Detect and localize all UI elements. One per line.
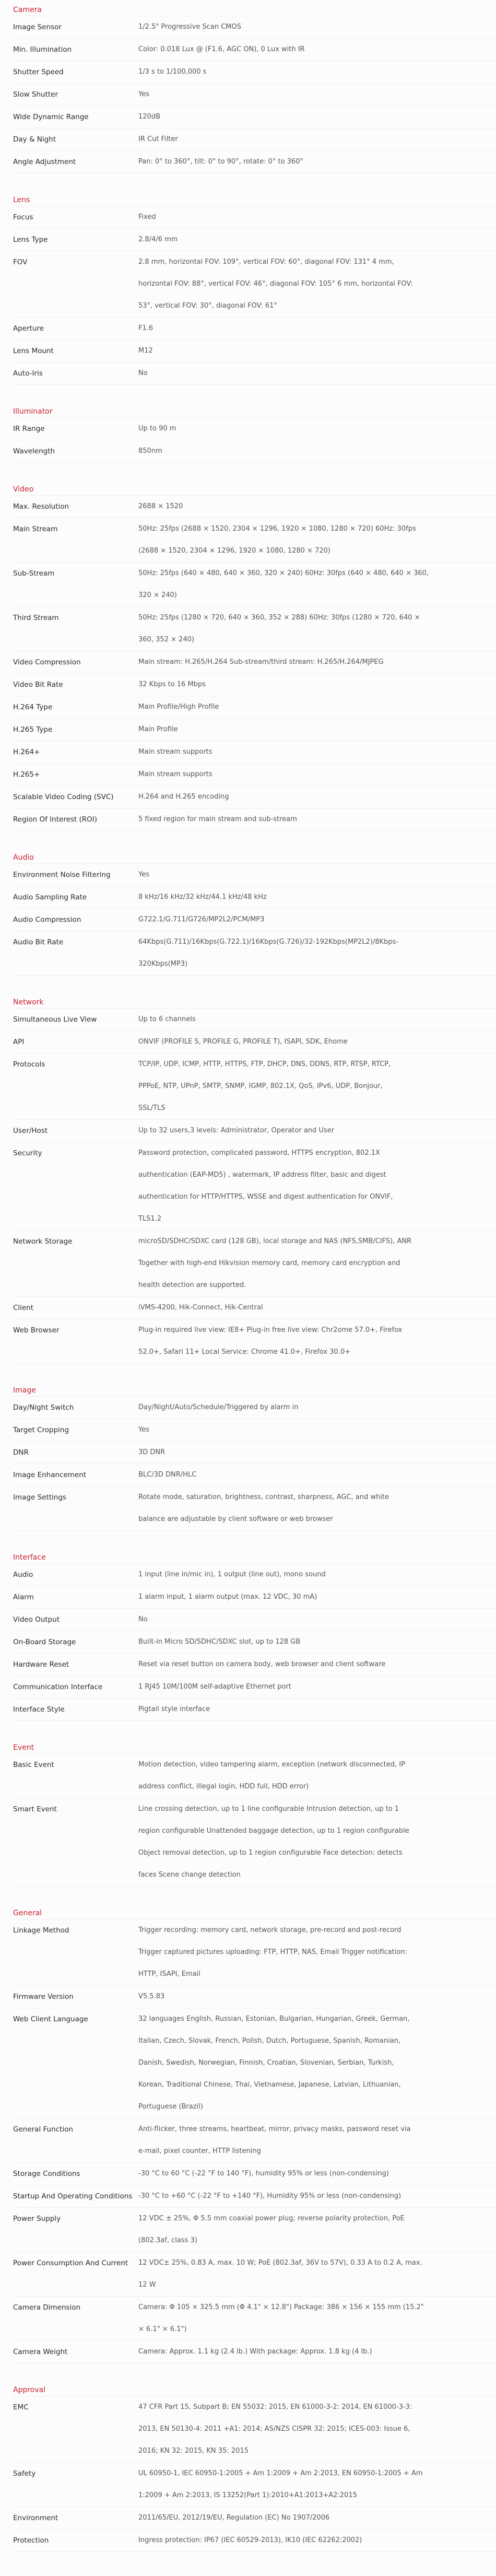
- spec-label: Wide Dynamic Range: [13, 113, 89, 121]
- spec-value: UL 60950-1, IEC 60950-1:2005 + Am 1:2009 + Am 2:2013, EN 60950-1:2005 + Am 1:2009 + Am 2:2013, IS 13252(Part 1):2010+A1:2013+A2:2015: [138, 2469, 423, 2499]
- spec-row: [13, 1631, 496, 1654]
- spec-row: [13, 61, 496, 84]
- spec-value: Built-in Micro SD/SDHC/SDXC slot, up to 128 GB: [138, 1638, 301, 1646]
- spec-row: [13, 1699, 496, 1721]
- spec-row: [13, 2185, 496, 2208]
- spec-row: [13, 2396, 496, 2463]
- spec-label: Aperture: [13, 324, 44, 333]
- spec-label: FOV: [13, 258, 28, 266]
- spec-label: Focus: [13, 213, 33, 221]
- spec-value: ONVIF (PROFILE S, PROFILE G, PROFILE T), ISAPI, SDK, Ehome: [138, 1038, 348, 1046]
- spec-row: [13, 696, 496, 719]
- spec-value: Pan: 0° to 360°, tilt: 0° to 90°, rotate: 0° to 360°: [138, 158, 304, 166]
- spec-label: Environment Noise Filtering: [13, 871, 111, 879]
- spec-value: Fixed: [138, 213, 156, 221]
- spec-value: 2.8/4/6 mm: [138, 236, 178, 243]
- spec-row: [13, 1986, 496, 2008]
- spec-row: [13, 496, 496, 518]
- spec-label: H.265+: [13, 770, 40, 779]
- spec-row: [13, 607, 496, 651]
- spec-label: Camera Weight: [13, 2348, 68, 2356]
- spec-value: IR Cut Filter: [138, 135, 178, 143]
- spec-label: Audio Compression: [13, 916, 81, 924]
- spec-row: [13, 1297, 496, 1319]
- spec-row: [13, 418, 496, 440]
- spec-label: Basic Event: [13, 1761, 54, 1769]
- section-title: Video: [13, 484, 496, 496]
- spec-rows: [13, 2396, 496, 2552]
- spec-row: [13, 1586, 496, 1609]
- spec-row: [13, 1053, 496, 1120]
- spec-rows: [13, 1754, 496, 1887]
- spec-value: 5 fixed region for main stream and sub-stream: [138, 815, 297, 823]
- spec-row: [13, 2208, 496, 2252]
- section-title: Illuminator: [13, 406, 496, 418]
- spec-label: Target Cropping: [13, 1426, 69, 1434]
- spec-label: On-Board Storage: [13, 1638, 76, 1646]
- spec-value: 850nm: [138, 447, 162, 455]
- spec-label: Video Compression: [13, 658, 81, 666]
- spec-row: [13, 2008, 496, 2118]
- spec-label: Storage Conditions: [13, 2170, 80, 2178]
- spec-label: Max. Resolution: [13, 502, 69, 511]
- section-title: Image: [13, 1385, 496, 1397]
- spec-rows: [13, 206, 496, 385]
- spec-row: [13, 909, 496, 931]
- spec-value: 50Hz: 25fps (640 × 480, 640 × 360, 320 × 240) 60Hz: 30fps (640 × 480, 640 × 360, 320 × 240): [138, 569, 429, 599]
- spec-label: Smart Event: [13, 1805, 57, 1813]
- spec-value: 8 kHz/16 kHz/32 kHz/44.1 kHz/48 kHz: [138, 893, 267, 901]
- spec-label: Web Browser: [13, 1326, 60, 1334]
- spec-row: [13, 84, 496, 106]
- spec-value: 2011/65/EU, 2012/19/EU, Regulation (EC) No 1907/2006: [138, 2514, 330, 2522]
- spec-label: EMC: [13, 2403, 29, 2411]
- section-title: Audio: [13, 852, 496, 864]
- spec-value: Up to 90 m: [138, 425, 176, 432]
- spec-row: [13, 2118, 496, 2163]
- spec-value: -30 °C to 60 °C (-22 °F to 140 °F), humidity 95% or less (non-condensing): [138, 2170, 389, 2177]
- spec-value: Yes: [138, 1426, 149, 1434]
- spec-value: 32 Kbps to 16 Mbps: [138, 681, 206, 688]
- spec-row: [13, 2530, 496, 2552]
- spec-value: 64Kbps(G.711)/16Kbps(G.722.1)/16Kbps(G.726)/32-192Kbps(MP2L2)/8Kbps- 320Kbps(MP3): [138, 938, 399, 968]
- spec-value: 1 RJ45 10M/100M self-adaptive Ethernet port: [138, 1683, 291, 1691]
- spec-value: Rotate mode, saturation, brightness, contrast, sharpness, AGC, and white balance are adjustable by client software or web browser: [138, 1493, 389, 1523]
- spec-label: H.264 Type: [13, 703, 53, 711]
- spec-label: Environment: [13, 2514, 58, 2522]
- spec-row: [13, 1419, 496, 1442]
- spec-row: [13, 1442, 496, 1464]
- spec-value: Camera: Approx. 1.1 kg (2.4 lb.) With package: Approx. 1.8 kg (4 lb.): [138, 2348, 372, 2356]
- spec-value: 1 input (line in/mic in), 1 output (line out), mono sound: [138, 1571, 326, 1578]
- spec-value: Yes: [138, 871, 149, 879]
- spec-label: Client: [13, 1304, 34, 1312]
- spec-row: [13, 318, 496, 340]
- spec-label: User/Host: [13, 1127, 48, 1135]
- spec-label: Sub-Stream: [13, 569, 55, 578]
- spec-value: Color: 0.018 Lux @ (F1.6, AGC ON), 0 Lux with IR: [138, 45, 305, 53]
- spec-label: Firmware Version: [13, 1993, 74, 2001]
- spec-label: Wavelength: [13, 447, 55, 455]
- spec-value: 12 VDC ± 25%, Φ 5.5 mm coaxial power plug; reverse polarity protection, PoE (802.3af, class 3): [138, 2215, 405, 2244]
- spec-row: [13, 1754, 496, 1798]
- spec-row: [13, 864, 496, 886]
- spec-row: [13, 674, 496, 696]
- spec-row: [13, 2297, 496, 2341]
- spec-value: 2688 × 1520: [138, 502, 183, 510]
- spec-row: [13, 2507, 496, 2530]
- spec-value: 1/3 s to 1/100,000 s: [138, 68, 207, 76]
- spec-rows: [13, 16, 496, 173]
- spec-value: Camera: Φ 105 × 325.5 mm (Φ 4.1" × 12.8") Package: 386 × 156 × 155 mm (15.2" × 6.1" × 6.1"): [138, 2303, 424, 2333]
- spec-label: Audio Sampling Rate: [13, 893, 87, 901]
- spec-row: [13, 764, 496, 786]
- spec-label: Security: [13, 1149, 42, 1157]
- spec-row: [13, 931, 496, 976]
- spec-label: Video Output: [13, 1615, 60, 1624]
- spec-row: [13, 440, 496, 463]
- spec-row: [13, 1120, 496, 1142]
- spec-value: iVMS-4200, Hik-Connect, Hik-Central: [138, 1304, 263, 1312]
- spec-row: [13, 1919, 496, 1986]
- spec-value: 1/2.5" Progressive Scan CMOS: [138, 23, 241, 31]
- spec-label: Linkage Method: [13, 1926, 69, 1935]
- spec-row: [13, 741, 496, 764]
- spec-row: [13, 1009, 496, 1031]
- spec-value: Reset via reset button on camera body, web browser and client software: [138, 1660, 386, 1668]
- spec-row: [13, 786, 496, 809]
- spec-label: H.265 Type: [13, 725, 53, 734]
- section-title: Event: [13, 1742, 496, 1754]
- spec-value: Day/Night/Auto/Schedule/Triggered by alarm in: [138, 1403, 299, 1411]
- spec-value: Line crossing detection, up to 1 line configurable Intrusion detection, up to 1 region configurable Unattended baggage detection, up to 1 region configurable Object removal detection, up to 1 region configurable Face detection: detects faces Scene change detection: [138, 1805, 409, 1879]
- spec-value: Pigtail style interface: [138, 1705, 210, 1713]
- spec-value: G722.1/G.711/G726/MP2L2/PCM/MP3: [138, 916, 265, 923]
- spec-row: [13, 2341, 496, 2363]
- spec-section-illuminator: [13, 406, 496, 463]
- spec-section-audio: [13, 852, 496, 976]
- spec-row: [13, 229, 496, 251]
- spec-row: [13, 362, 496, 385]
- spec-row: [13, 2252, 496, 2297]
- spec-label: Scalable Video Coding (SVC): [13, 793, 114, 801]
- spec-value: 47 CFR Part 15, Subpart B; EN 55032: 2015, EN 61000-3-2: 2014, EN 61000-3-3: 2013, EN 50130-4: 2011 +A1: 2014; AS/NZS CISPR 32: 2015; ICES-003: Issue 6, 2016; KN 32: 2015, KN 35: 2015: [138, 2403, 412, 2455]
- spec-value: Main Profile: [138, 725, 178, 733]
- spec-label: Auto-Iris: [13, 369, 43, 378]
- spec-value: 3D DNR: [138, 1448, 166, 1456]
- spec-rows: [13, 1009, 496, 1364]
- spec-label: Camera Dimension: [13, 2303, 81, 2312]
- spec-value: V5.5.83: [138, 1993, 165, 2000]
- spec-rows: [13, 1397, 496, 1531]
- spec-value: 50Hz: 25fps (1280 × 720, 640 × 360, 352 × 288) 60Hz: 30fps (1280 × 720, 640 × 360, 352 × 240): [138, 614, 420, 643]
- spec-row: [13, 1676, 496, 1699]
- spec-label: Network Storage: [13, 1237, 73, 1246]
- spec-label: Main Stream: [13, 525, 58, 533]
- spec-row: [13, 151, 496, 173]
- spec-label: Audio Bit Rate: [13, 938, 64, 946]
- spec-label: Day & Night: [13, 135, 56, 144]
- spec-value: -30 °C to +60 °C (-22 °F to +140 °F), Humidity 95% or less (non-condensing): [138, 2192, 401, 2200]
- section-title: Network: [13, 997, 496, 1009]
- spec-label: Shutter Speed: [13, 68, 64, 76]
- spec-value: M12: [138, 347, 153, 355]
- spec-row: [13, 1319, 496, 1364]
- spec-value: BLC/3D DNR/HLC: [138, 1471, 197, 1479]
- spec-row: [13, 1609, 496, 1631]
- spec-value: 32 languages English, Russian, Estonian, Bulgarian, Hungarian, Greek, German, Italian, Czech, Slovak, French, Polish, Dutch, Portuguese, Spanish, Romanian, Danish, Swedish, Norwegian, Finnish, Croatian, Slovenian, Serbian, Turkish, Korean, Traditional Chinese, Thai, Vietnamese, Japanese, Latvian, Lithuanian, Portuguese (Brazil): [138, 2015, 410, 2111]
- spec-value: microSD/SDHC/SDXC card (128 GB), local storage and NAS (NFS,SMB/CIFS), ANR Together with high-end Hikvision memory card, memory card encryption and health detection are supported.: [138, 1237, 412, 1289]
- spec-row: [13, 518, 496, 563]
- spec-value: Ingress protection: IP67 (IEC 60529-2013), IK10 (IEC 62262:2002): [138, 2536, 362, 2544]
- spec-label: Alarm: [13, 1593, 34, 1601]
- spec-value: Yes: [138, 90, 149, 98]
- spec-section-image: [13, 1385, 496, 1531]
- spec-row: [13, 1798, 496, 1887]
- spec-value: Plug-in required live view: IE8+ Plug-in free live view: Chr2ome 57.0+, Firefox 52.0+, Safari 11+ Local Service: Chrome 41.0+, Firefox 30.0+: [138, 1326, 403, 1356]
- spec-label: Region Of Interest (ROI): [13, 815, 98, 824]
- spec-row: [13, 1231, 496, 1297]
- spec-value: Main stream supports: [138, 770, 212, 778]
- spec-label: Power Supply: [13, 2215, 61, 2223]
- spec-label: Lens Type: [13, 236, 48, 244]
- section-title: Lens: [13, 194, 496, 206]
- spec-label: Audio: [13, 1571, 33, 1579]
- spec-row: [13, 1654, 496, 1676]
- spec-label: API: [13, 1038, 25, 1046]
- spec-label: Power Consumption And Current: [13, 2259, 128, 2267]
- spec-value: Main stream: H.265/H.264 Sub-stream/third stream: H.265/H.264/MJPEG: [138, 658, 384, 666]
- section-title: General: [13, 1907, 496, 1919]
- spec-row: [13, 809, 496, 831]
- spec-section-video: [13, 484, 496, 831]
- spec-row: [13, 1486, 496, 1531]
- spec-rows: [13, 496, 496, 831]
- spec-label: General Function: [13, 2125, 73, 2134]
- spec-value: F1.6: [138, 324, 153, 332]
- spec-label: Image Enhancement: [13, 1471, 87, 1479]
- spec-value: TCP/IP, UDP, ICMP, HTTP, HTTPS, FTP, DHCP, DNS, DDNS, RTP, RTSP, RTCP, PPPoE, NTP, UPnP, SMTP, SNMP, IGMP, 802.1X, QoS, IPv6, UDP, Bonjour, SSL/TLS: [138, 1060, 391, 1112]
- spec-label: Day/Night Switch: [13, 1403, 74, 1412]
- spec-value: Main Profile/High Profile: [138, 703, 219, 711]
- spec-value: H.264 and H.265 encoding: [138, 793, 229, 801]
- spec-label: IR Range: [13, 425, 45, 433]
- spec-value: Trigger recording: memory card, network storage, pre-record and post-record Trigger captured pictures uploading: FTP, HTTP, NAS, Email Trigger notification: HTTP, ISAPI, Email: [138, 1926, 407, 1978]
- spec-value: Anti-flicker, three streams, heartbeat, mirror, privacy masks, password reset via e-mail, pixel counter, HTTP listening: [138, 2125, 411, 2155]
- spec-rows: [13, 864, 496, 976]
- spec-label: Web Client Language: [13, 2015, 88, 2023]
- spec-row: [13, 16, 496, 39]
- spec-value: Up to 32 users,3 levels: Administrator, Operator and User: [138, 1127, 335, 1134]
- section-title: Interface: [13, 1552, 496, 1564]
- spec-row: [13, 1031, 496, 1053]
- spec-value: Main stream supports: [138, 748, 212, 756]
- spec-row: [13, 251, 496, 318]
- spec-label: Angle Adjustment: [13, 158, 76, 166]
- spec-row: [13, 1564, 496, 1586]
- spec-rows: [13, 1564, 496, 1721]
- spec-value: Motion detection, video tampering alarm, exception (network disconnected, IP address conflict, illegal login, HDD full, HDD error): [138, 1761, 405, 1790]
- spec-row: [13, 1464, 496, 1486]
- spec-row: [13, 651, 496, 674]
- spec-row: [13, 39, 496, 61]
- spec-value: Up to 6 channels: [138, 1015, 196, 1023]
- spec-row: [13, 340, 496, 362]
- spec-value: 120dB: [138, 113, 160, 121]
- spec-label: Lens Mount: [13, 347, 54, 355]
- spec-row: [13, 2163, 496, 2185]
- spec-label: Protection: [13, 2536, 49, 2545]
- spec-label: Interface Style: [13, 1705, 65, 1714]
- spec-value: 1 alarm input, 1 alarm output (max. 12 VDC, 30 mA): [138, 1593, 317, 1601]
- spec-rows: [13, 418, 496, 463]
- spec-value: No: [138, 369, 148, 377]
- spec-row: [13, 563, 496, 607]
- spec-section-event: [13, 1742, 496, 1887]
- spec-row: [13, 128, 496, 151]
- spec-section-lens: [13, 194, 496, 385]
- section-title: Approval: [13, 2384, 496, 2396]
- spec-row: [13, 206, 496, 229]
- spec-label: Startup And Operating Conditions: [13, 2192, 133, 2200]
- spec-value: No: [138, 1615, 148, 1623]
- spec-label: Slow Shutter: [13, 90, 58, 99]
- spec-section-camera: [13, 4, 496, 173]
- spec-section-network: [13, 997, 496, 1364]
- spec-value: 12 VDC± 25%, 0.83 A, max. 10 W; PoE (802.3af, 36V to 57V), 0.33 A to 0.2 A, max. 12 W: [138, 2259, 422, 2289]
- spec-value: 50Hz: 25fps (2688 × 1520, 2304 × 1296, 1920 × 1080, 1280 × 720) 60Hz: 30fps (2688 × 1520, 2304 × 1296, 1920 × 1080, 1280 × 720): [138, 525, 416, 555]
- spec-label: H.264+: [13, 748, 40, 756]
- spec-label: Protocols: [13, 1060, 45, 1069]
- spec-value: 2.8 mm, horizontal FOV: 109°, vertical FOV: 60°, diagonal FOV: 131° 4 mm, horizontal FOV: 88°, vertical FOV: 46°, diagonal FOV: 105° 6 mm, horizontal FOV: 53°, vertical FOV: 30°, diagonal FOV: 61°: [138, 258, 413, 310]
- spec-section-approval: [13, 2384, 496, 2552]
- spec-label: Hardware Reset: [13, 1660, 69, 1669]
- spec-row: [13, 1142, 496, 1231]
- spec-label: Min. Illumination: [13, 45, 72, 54]
- spec-label: Simultaneous Live View: [13, 1015, 97, 1024]
- spec-label: Third Stream: [13, 614, 59, 622]
- spec-rows: [13, 1919, 496, 2363]
- spec-label: Image Sensor: [13, 23, 62, 31]
- spec-label: Image Settings: [13, 1493, 66, 1502]
- section-title: Camera: [13, 4, 496, 16]
- spec-label: Safety: [13, 2469, 36, 2478]
- spec-row: [13, 719, 496, 741]
- spec-value: Password protection, complicated password, HTTPS encryption, 802.1X authentication (EAP-MD5) , watermark, IP address filter, basic and digest authentication for HTTP/HTTPS, WSSE and digest authentication for ONVIF, TLS1.2: [138, 1149, 393, 1223]
- spec-label: DNR: [13, 1448, 29, 1457]
- spec-label: Communication Interface: [13, 1683, 103, 1691]
- spec-label: Video Bit Rate: [13, 681, 63, 689]
- spec-section-interface: [13, 1552, 496, 1721]
- spec-row: [13, 1397, 496, 1419]
- spec-row: [13, 2463, 496, 2507]
- spec-row: [13, 106, 496, 128]
- spec-section-general: [13, 1907, 496, 2363]
- spec-row: [13, 886, 496, 909]
